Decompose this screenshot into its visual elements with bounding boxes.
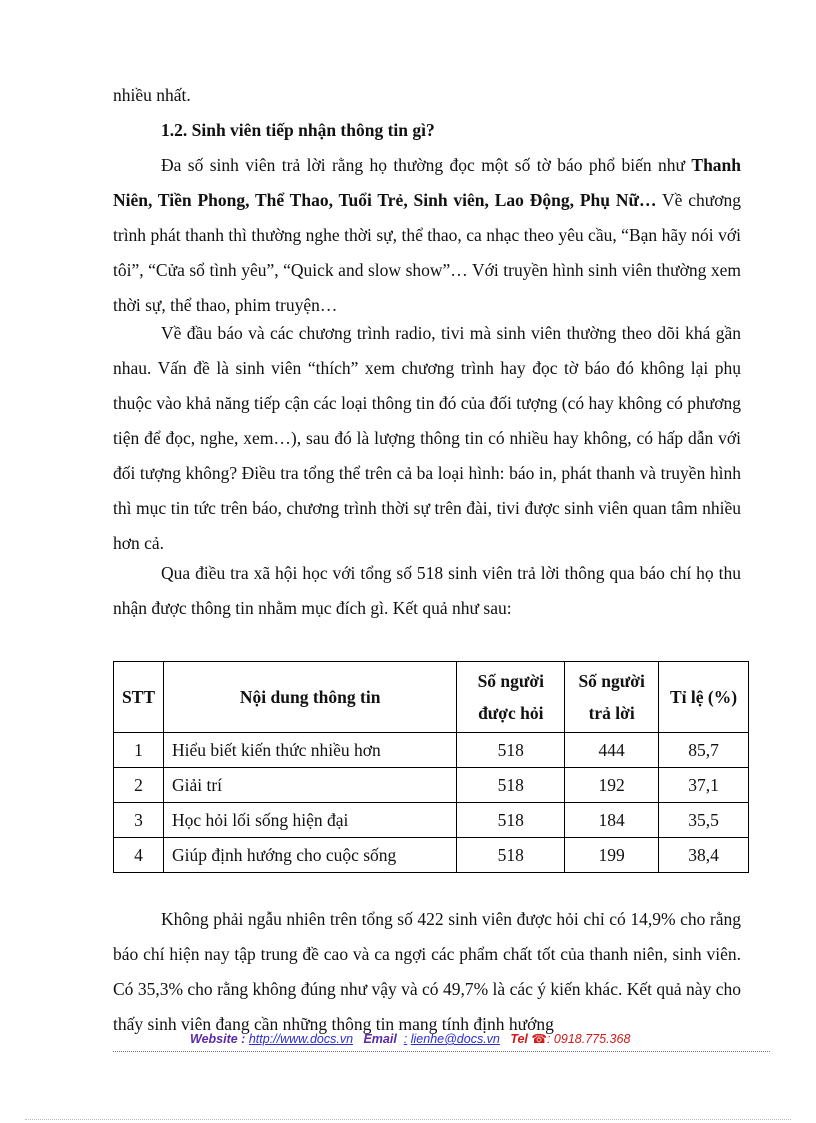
table-header-row xyxy=(114,662,749,733)
header-rate: Tỉ lệ (%) xyxy=(659,662,749,733)
cell-rate: 85,7 xyxy=(659,733,749,768)
cell-stt: 1 xyxy=(114,733,164,768)
paragraph-1-start: Đa số sinh viên trả lời rằng họ thường đọc một số tờ báo phổ biến như xyxy=(161,155,685,175)
footer xyxy=(190,1031,630,1046)
paragraph-2: Về đầu báo và các chương trình radio, tivi mà sinh viên thường theo dõi khá gần nhau. Vấn đề là sinh viên “thích” xem chương trình hay đọc tờ báo đó không lại phụ thuộc vào khả năng tiếp cận các loại thông tin đó của đối tượng (có hay không có phương tiện để đọc, nghe, xem…), sau đó là lượng thông tin có nhiều hay không, có hấp dẫn với đối tượng không? Điều tra tổng thể trên cả ba loại hình: báo in, phát thanh và truyền hình thì mục tin tức trên báo, chương trình thời sự trên đài, tivi được sinh viên quan tâm nhiều hơn cả. xyxy=(113,323,741,553)
footer-website-link[interactable]: http://www.docs.vn xyxy=(248,1032,354,1046)
table-row xyxy=(114,803,749,838)
cell-content: Giúp định hướng cho cuộc sống xyxy=(163,838,456,873)
phone-icon: ☎ xyxy=(531,1032,547,1046)
cell-content: Hiểu biết kiến thức nhiều hơn xyxy=(163,733,456,768)
paragraph-1-rest: Về chương trình phát thanh thì thường nghe thời sự, thể thao, ca nhạc theo yêu cầu, “Bạn hãy nói với tôi”, “Cửa sổ tình yêu”, “Quick and slow show”… Với truyền hình sinh viên thường xem thời sự, thể thao, phim truyện… xyxy=(113,190,741,315)
section-heading: 1.2. Sinh viên tiếp nhận thông tin gì? xyxy=(161,120,435,140)
cell-content: Học hỏi lối sống hiện đại xyxy=(163,803,456,838)
footer-email-link[interactable]: lienhe@docs.vn xyxy=(410,1032,500,1046)
cell-stt: 4 xyxy=(114,838,164,873)
cell-rate: 35,5 xyxy=(659,803,749,838)
page-bottom-divider xyxy=(25,1119,791,1120)
newspaper-names: Thanh Niên, Tiền Phong, Thể Thao, Tuổi Trẻ, Sinh viên, Lao Động, Phụ Nữ… xyxy=(113,155,742,210)
cell-content: Giải trí xyxy=(163,768,456,803)
cell-stt: 3 xyxy=(114,803,164,838)
survey-table xyxy=(113,661,749,873)
cell-answered: 192 xyxy=(565,768,659,803)
footer-email-separator: : xyxy=(403,1032,408,1046)
table-row xyxy=(114,768,749,803)
header-content: Nội dung thông tin xyxy=(163,662,456,733)
footer-tel-label: Tel xyxy=(510,1032,528,1046)
cell-rate: 38,4 xyxy=(659,838,749,873)
footer-website-label: Website : xyxy=(190,1032,246,1046)
header-answered: Số người trả lời xyxy=(565,662,659,733)
table-row xyxy=(114,838,749,873)
paragraph-4: Không phải ngẫu nhiên trên tổng số 422 sinh viên được hỏi chỉ có 14,9% cho rằng báo chí hiện nay tập trung đề cao và ca ngợi các phẩm chất tốt của thanh niên, sinh viên. Có 35,3% cho rằng không đúng như vậy và có 49,7% là các ý kiến khác. Kết quả này cho thấy sinh viên đang cần những thông tin mang tính định hướng xyxy=(113,909,741,1034)
paragraph-continuation: nhiều nhất. xyxy=(113,85,191,105)
cell-asked: 518 xyxy=(457,838,565,873)
paragraph-1 xyxy=(113,148,741,323)
cell-answered: 199 xyxy=(565,838,659,873)
cell-asked: 518 xyxy=(457,733,565,768)
header-asked: Số người được hỏi xyxy=(457,662,565,733)
cell-answered: 184 xyxy=(565,803,659,838)
footer-tel-value: : 0918.775.368 xyxy=(546,1032,631,1046)
footer-email-label: Email xyxy=(363,1032,397,1046)
table-row xyxy=(114,733,749,768)
header-stt: STT xyxy=(114,662,164,733)
footer-divider xyxy=(113,1051,770,1052)
cell-asked: 518 xyxy=(457,768,565,803)
cell-stt: 2 xyxy=(114,768,164,803)
cell-rate: 37,1 xyxy=(659,768,749,803)
paragraph-3: Qua điều tra xã hội học với tổng số 518 sinh viên trả lời thông qua báo chí họ thu nhận được thông tin nhằm mục đích gì. Kết quả như sau: xyxy=(113,563,741,618)
cell-answered: 444 xyxy=(565,733,659,768)
cell-asked: 518 xyxy=(457,803,565,838)
